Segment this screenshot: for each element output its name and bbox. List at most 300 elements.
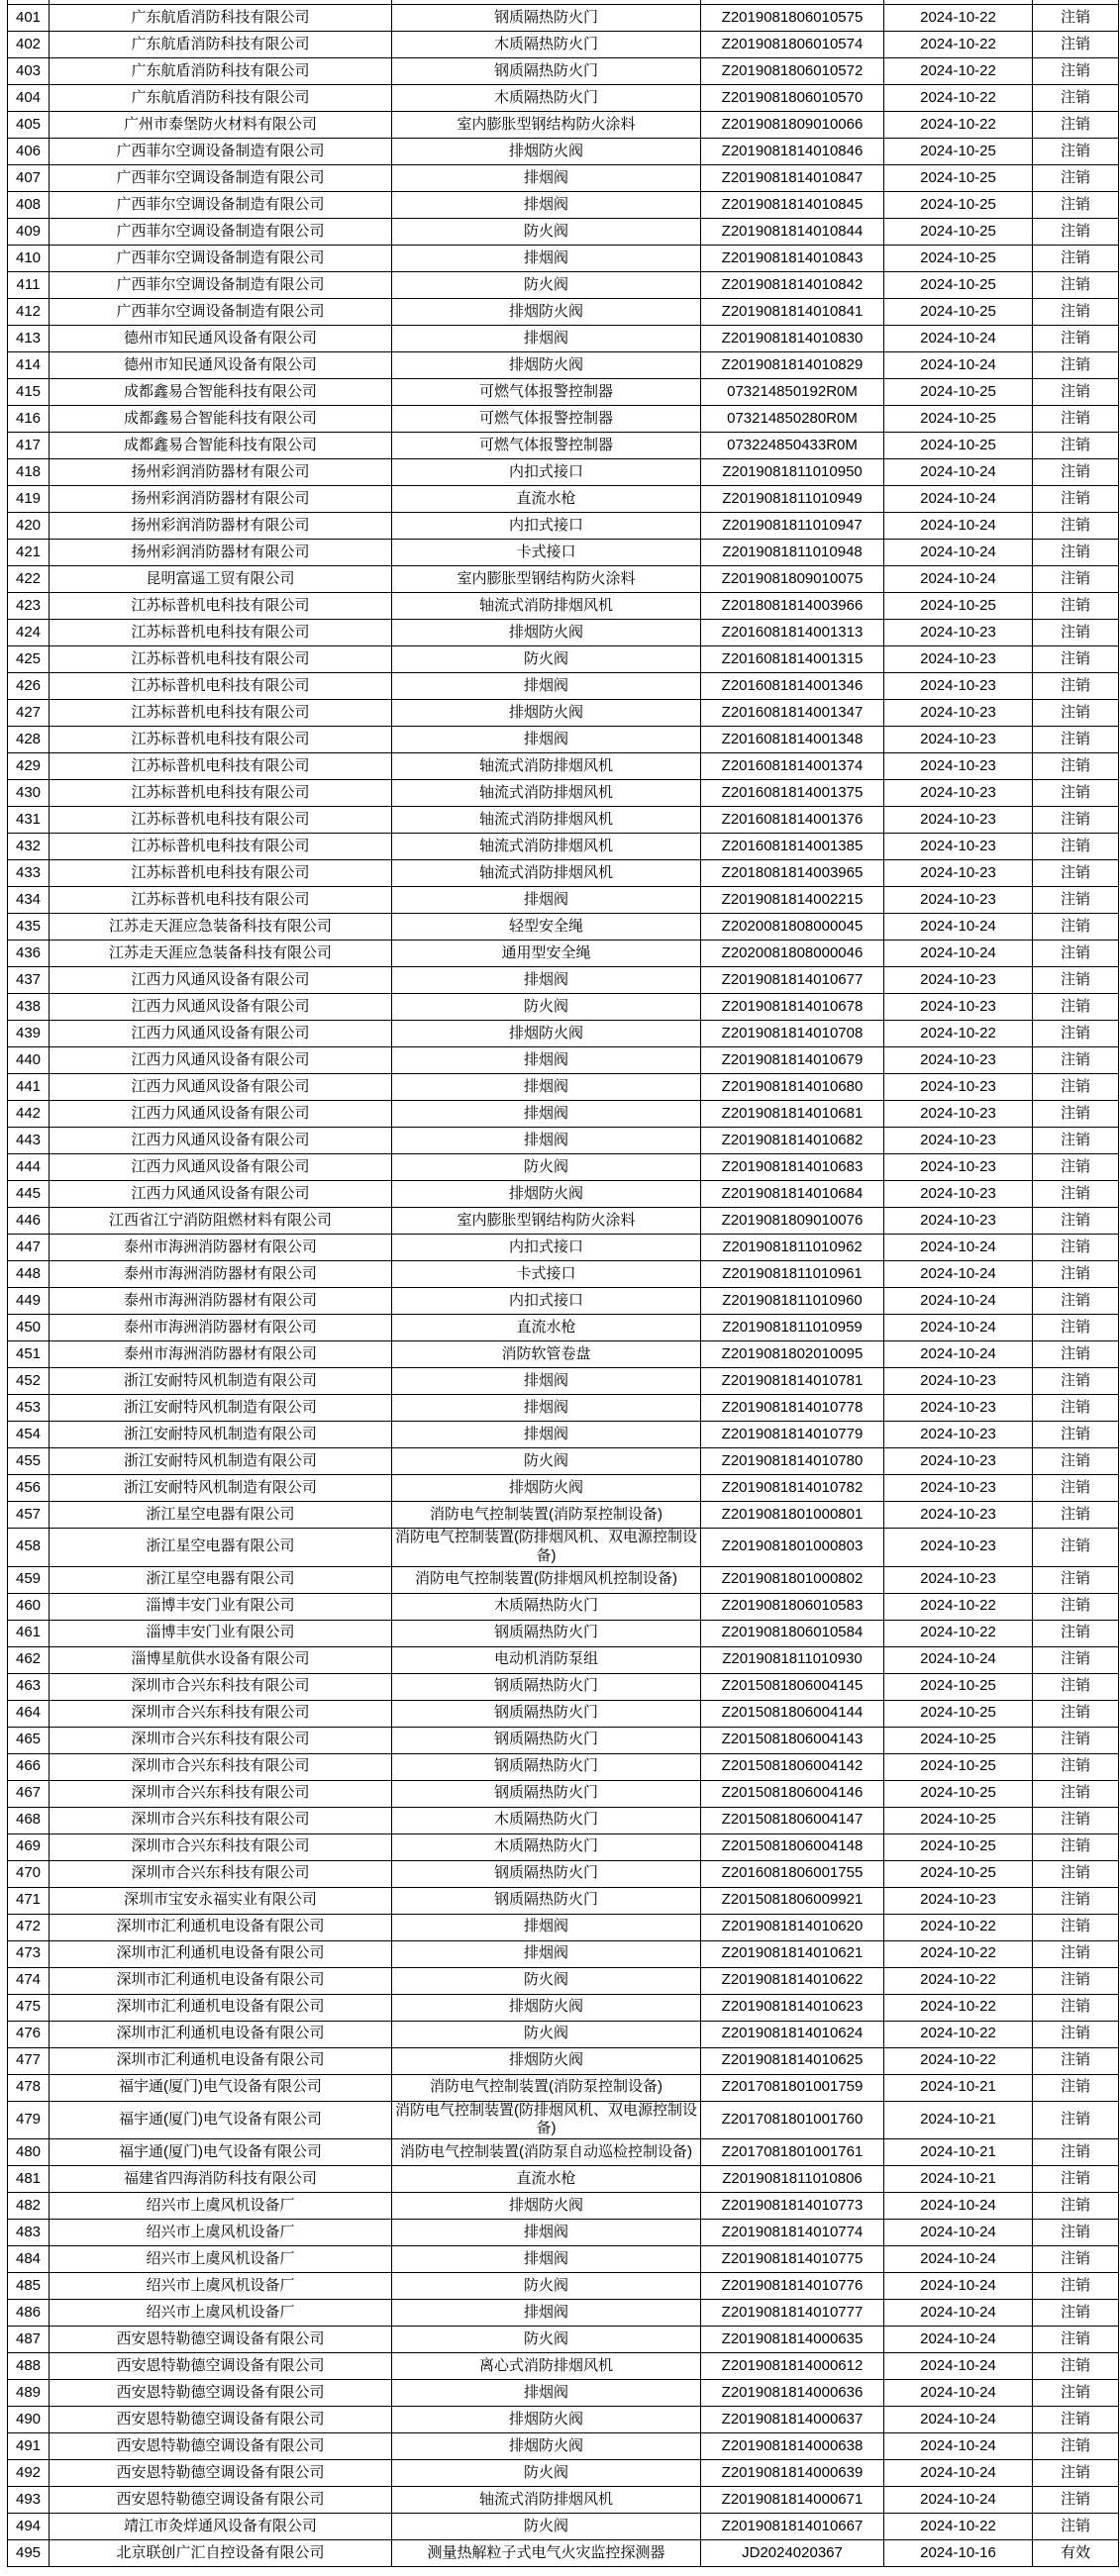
date-cell: 2024-10-25 xyxy=(884,1807,1033,1833)
product-cell: 离心式消防排烟风机 xyxy=(392,2353,701,2380)
date-cell: 2024-10-25 xyxy=(884,1833,1033,1860)
product-cell: 排烟阀 xyxy=(392,1128,701,1154)
row-number-cell: 428 xyxy=(8,727,50,753)
status-cell: 注销 xyxy=(1033,914,1119,941)
status-cell: 注销 xyxy=(1033,967,1119,994)
product-cell: 木质隔热防火门 xyxy=(392,32,701,58)
date-cell: 2024-10-23 xyxy=(884,1566,1033,1593)
row-number-cell: 464 xyxy=(8,1700,50,1727)
certificate-cell: Z2016081814001375 xyxy=(701,780,884,807)
date-cell: 2024-10-23 xyxy=(884,1368,1033,1395)
date-cell: 2024-10-25 xyxy=(884,1673,1033,1700)
row-number-cell: 473 xyxy=(8,1940,50,1967)
date-cell: 2024-10-24 xyxy=(884,2327,1033,2353)
table-row xyxy=(8,1422,1119,1448)
row-number-cell: 467 xyxy=(8,1780,50,1807)
company-cell: 淄博丰安门业有限公司 xyxy=(50,1620,392,1646)
row-number-cell: 470 xyxy=(8,1860,50,1887)
date-cell: 2024-10-23 xyxy=(884,994,1033,1021)
date-cell: 2024-10-24 xyxy=(884,459,1033,486)
table-row xyxy=(8,1727,1119,1753)
row-number-cell: 405 xyxy=(8,112,50,139)
company-cell: 浙江安耐特风机制造有限公司 xyxy=(50,1395,392,1422)
company-cell: 江苏标普机电科技有限公司 xyxy=(50,593,392,620)
row-number-cell: 441 xyxy=(8,1074,50,1101)
table-row xyxy=(8,1208,1119,1235)
date-cell: 2024-10-23 xyxy=(884,620,1033,646)
company-cell: 浙江星空电器有限公司 xyxy=(50,1566,392,1593)
status-cell: 注销 xyxy=(1033,2514,1119,2540)
product-cell: 消防电气控制装置(消防泵自动巡检控制设备) xyxy=(392,2139,701,2166)
row-number-cell: 475 xyxy=(8,1994,50,2021)
product-cell: 消防电气控制装置(防排烟风机控制设备) xyxy=(392,1566,701,1593)
row-number-cell: 430 xyxy=(8,780,50,807)
company-cell: 江西省江宁消防阻燃材料有限公司 xyxy=(50,1208,392,1235)
product-cell: 排烟阀 xyxy=(392,1422,701,1448)
date-cell: 2024-10-22 xyxy=(884,1994,1033,2021)
company-cell: 广东航盾消防科技有限公司 xyxy=(50,5,392,32)
status-cell: 注销 xyxy=(1033,1833,1119,1860)
company-cell: 成都鑫易合智能科技有限公司 xyxy=(50,379,392,406)
certificate-cell: Z2017081801001761 xyxy=(701,2139,884,2166)
product-cell: 卡式接口 xyxy=(392,540,701,566)
row-number-cell: 425 xyxy=(8,646,50,673)
product-cell: 排烟阀 xyxy=(392,2246,701,2273)
company-cell: 淄博丰安门业有限公司 xyxy=(50,1593,392,1620)
date-cell: 2024-10-24 xyxy=(884,513,1033,540)
product-cell: 排烟防火阀 xyxy=(392,1475,701,1502)
date-cell: 2024-10-24 xyxy=(884,2246,1033,2273)
row-number-cell: 487 xyxy=(8,2327,50,2353)
status-cell: 注销 xyxy=(1033,192,1119,219)
row-number-cell: 415 xyxy=(8,379,50,406)
certificate-cell: Z2015081806004143 xyxy=(701,1727,884,1753)
table-row xyxy=(8,2021,1119,2047)
table-row xyxy=(8,1940,1119,1967)
product-cell: 内扣式接口 xyxy=(392,1288,701,1315)
table-row xyxy=(8,2166,1119,2193)
status-cell: 注销 xyxy=(1033,32,1119,58)
product-cell: 钢质隔热防火门 xyxy=(392,1780,701,1807)
product-cell: 排烟防火阀 xyxy=(392,352,701,379)
company-cell: 扬州彩润消防器材有限公司 xyxy=(50,540,392,566)
status-cell: 注销 xyxy=(1033,85,1119,112)
row-number-cell: 433 xyxy=(8,860,50,887)
status-cell: 注销 xyxy=(1033,2246,1119,2273)
product-cell: 排烟阀 xyxy=(392,1368,701,1395)
company-cell: 江西力风通风设备有限公司 xyxy=(50,967,392,994)
certificate-cell: Z2016081814001348 xyxy=(701,727,884,753)
date-cell: 2024-10-23 xyxy=(884,834,1033,860)
company-cell: 浙江安耐特风机制造有限公司 xyxy=(50,1475,392,1502)
status-cell: 注销 xyxy=(1033,2460,1119,2487)
company-cell: 福宇通(厦门)电气设备有限公司 xyxy=(50,2101,392,2139)
date-cell: 2024-10-23 xyxy=(884,1395,1033,1422)
product-cell: 排烟阀 xyxy=(392,192,701,219)
certificate-cell: Z2019081814010842 xyxy=(701,272,884,299)
certificate-cell: Z2019081809010076 xyxy=(701,1208,884,1235)
certificate-cell: Z2019081814010780 xyxy=(701,1448,884,1475)
date-cell: 2024-10-24 xyxy=(884,2193,1033,2220)
table-row xyxy=(8,967,1119,994)
date-cell: 2024-10-25 xyxy=(884,299,1033,326)
row-number-cell: 413 xyxy=(8,326,50,352)
company-cell: 德州市知民通风设备有限公司 xyxy=(50,352,392,379)
row-number-cell: 440 xyxy=(8,1047,50,1074)
company-cell: 江苏标普机电科技有限公司 xyxy=(50,620,392,646)
table-row xyxy=(8,1502,1119,1529)
status-cell: 注销 xyxy=(1033,1368,1119,1395)
status-cell: 注销 xyxy=(1033,1475,1119,1502)
company-cell: 浙江星空电器有限公司 xyxy=(50,1529,392,1567)
table-row xyxy=(8,1341,1119,1368)
row-number-cell: 460 xyxy=(8,1593,50,1620)
table-row xyxy=(8,2246,1119,2273)
company-cell: 江西力风通风设备有限公司 xyxy=(50,1154,392,1181)
product-cell: 消防电气控制装置(消防泵控制设备) xyxy=(392,1502,701,1529)
date-cell: 2024-10-21 xyxy=(884,2166,1033,2193)
company-cell: 靖江市灸烊通风设备有限公司 xyxy=(50,2514,392,2540)
certificate-cell: Z2019081814000638 xyxy=(701,2433,884,2460)
company-cell: 广东航盾消防科技有限公司 xyxy=(50,85,392,112)
table-row xyxy=(8,1448,1119,1475)
row-number-cell: 462 xyxy=(8,1646,50,1673)
table-row xyxy=(8,727,1119,753)
status-cell: 注销 xyxy=(1033,1700,1119,1727)
date-cell: 2024-10-25 xyxy=(884,1860,1033,1887)
certificate-cell: Z2019081801000803 xyxy=(701,1529,884,1567)
certificate-cell: Z2015081806004142 xyxy=(701,1753,884,1780)
date-cell: 2024-10-23 xyxy=(884,1128,1033,1154)
certificate-cell: Z2019081814000637 xyxy=(701,2407,884,2433)
product-cell: 轴流式消防排烟风机 xyxy=(392,860,701,887)
table-row xyxy=(8,2514,1119,2540)
date-cell: 2024-10-21 xyxy=(884,2101,1033,2139)
status-cell: 注销 xyxy=(1033,2353,1119,2380)
table-row xyxy=(8,593,1119,620)
table-row xyxy=(8,2139,1119,2166)
status-cell: 注销 xyxy=(1033,1261,1119,1288)
row-number-cell: 485 xyxy=(8,2273,50,2300)
status-cell: 注销 xyxy=(1033,219,1119,246)
status-cell: 注销 xyxy=(1033,1448,1119,1475)
row-number-cell: 446 xyxy=(8,1208,50,1235)
table-row xyxy=(8,941,1119,967)
company-cell: 江苏标普机电科技有限公司 xyxy=(50,780,392,807)
table-row xyxy=(8,1395,1119,1422)
certificate-cell: Z2019081814010681 xyxy=(701,1101,884,1128)
date-cell: 2024-10-25 xyxy=(884,433,1033,459)
status-cell: 注销 xyxy=(1033,139,1119,165)
date-cell: 2024-10-25 xyxy=(884,1727,1033,1753)
certificate-cell: Z2019081814010779 xyxy=(701,1422,884,1448)
status-cell: 注销 xyxy=(1033,299,1119,326)
table-row xyxy=(8,1101,1119,1128)
certificate-cell: Z2019081814010844 xyxy=(701,219,884,246)
company-cell: 浙江安耐特风机制造有限公司 xyxy=(50,1448,392,1475)
table-row xyxy=(8,834,1119,860)
row-number-cell: 434 xyxy=(8,887,50,914)
certificate-cell: 073224850433R0M xyxy=(701,433,884,459)
table-row xyxy=(8,2273,1119,2300)
status-cell: 注销 xyxy=(1033,646,1119,673)
company-cell: 江苏标普机电科技有限公司 xyxy=(50,646,392,673)
certificate-cell: Z2019081814010620 xyxy=(701,1914,884,1940)
certificate-cell: 073214850192R0M xyxy=(701,379,884,406)
certificate-cell: Z2019081801000801 xyxy=(701,1502,884,1529)
certificate-table xyxy=(7,0,1119,2567)
row-number-cell: 411 xyxy=(8,272,50,299)
product-cell: 排烟防火阀 xyxy=(392,2047,701,2074)
date-cell: 2024-10-22 xyxy=(884,1021,1033,1047)
table-row xyxy=(8,1315,1119,1341)
certificate-cell: JD2024020367 xyxy=(701,2540,884,2567)
date-cell: 2024-10-23 xyxy=(884,1887,1033,1914)
company-cell: 深圳市汇利通机电设备有限公司 xyxy=(50,1914,392,1940)
table-row xyxy=(8,1288,1119,1315)
certificate-cell: Z2019081814010667 xyxy=(701,2514,884,2540)
company-cell: 福建省四海消防科技有限公司 xyxy=(50,2166,392,2193)
status-cell: 注销 xyxy=(1033,1753,1119,1780)
table-row xyxy=(8,1887,1119,1914)
row-number-cell: 407 xyxy=(8,165,50,192)
date-cell: 2024-10-22 xyxy=(884,2047,1033,2074)
company-cell: 深圳市合兴东科技有限公司 xyxy=(50,1833,392,1860)
product-cell: 排烟阀 xyxy=(392,165,701,192)
company-cell: 深圳市合兴东科技有限公司 xyxy=(50,1673,392,1700)
row-number-cell: 476 xyxy=(8,2021,50,2047)
certificate-cell: Z2019081814010622 xyxy=(701,1967,884,1994)
table-row xyxy=(8,2074,1119,2101)
certificate-cell: Z2019081806010574 xyxy=(701,32,884,58)
date-cell: 2024-10-22 xyxy=(884,1967,1033,1994)
certificate-cell: Z2019081814010778 xyxy=(701,1395,884,1422)
table-row xyxy=(8,2460,1119,2487)
row-number-cell: 408 xyxy=(8,192,50,219)
row-number-cell: 419 xyxy=(8,486,50,513)
row-number-cell: 409 xyxy=(8,219,50,246)
date-cell: 2024-10-23 xyxy=(884,807,1033,834)
date-cell: 2024-10-24 xyxy=(884,1315,1033,1341)
company-cell: 广西菲尔空调设备制造有限公司 xyxy=(50,192,392,219)
row-number-cell: 483 xyxy=(8,2220,50,2246)
status-cell: 注销 xyxy=(1033,2433,1119,2460)
certificate-cell: Z2019081806010575 xyxy=(701,5,884,32)
table-row xyxy=(8,513,1119,540)
product-cell: 排烟防火阀 xyxy=(392,1994,701,2021)
product-cell: 内扣式接口 xyxy=(392,513,701,540)
company-cell: 深圳市合兴东科技有限公司 xyxy=(50,1780,392,1807)
row-number-cell: 422 xyxy=(8,566,50,593)
status-cell: 注销 xyxy=(1033,326,1119,352)
row-number-cell: 412 xyxy=(8,299,50,326)
row-number-cell: 427 xyxy=(8,700,50,727)
certificate-cell: Z2019081814000635 xyxy=(701,2327,884,2353)
status-cell: 注销 xyxy=(1033,112,1119,139)
company-cell: 西安恩特勒德空调设备有限公司 xyxy=(50,2353,392,2380)
table-row xyxy=(8,58,1119,85)
row-number-cell: 423 xyxy=(8,593,50,620)
row-number-cell: 457 xyxy=(8,1502,50,1529)
status-cell: 注销 xyxy=(1033,433,1119,459)
product-cell: 防火阀 xyxy=(392,219,701,246)
row-number-cell: 484 xyxy=(8,2246,50,2273)
company-cell: 淄博星航供水设备有限公司 xyxy=(50,1646,392,1673)
table-row xyxy=(8,32,1119,58)
date-cell: 2024-10-23 xyxy=(884,887,1033,914)
status-cell: 注销 xyxy=(1033,272,1119,299)
status-cell: 注销 xyxy=(1033,1101,1119,1128)
status-cell: 注销 xyxy=(1033,1235,1119,1261)
status-cell: 注销 xyxy=(1033,1646,1119,1673)
product-cell: 轴流式消防排烟风机 xyxy=(392,753,701,780)
company-cell: 江西力风通风设备有限公司 xyxy=(50,1181,392,1208)
table-row xyxy=(8,1860,1119,1887)
date-cell: 2024-10-22 xyxy=(884,1914,1033,1940)
product-cell: 内扣式接口 xyxy=(392,1235,701,1261)
date-cell: 2024-10-23 xyxy=(884,673,1033,700)
product-cell: 木质隔热防火门 xyxy=(392,1807,701,1833)
date-cell: 2024-10-25 xyxy=(884,165,1033,192)
certificate-cell: Z2019081814010708 xyxy=(701,1021,884,1047)
status-cell: 注销 xyxy=(1033,1566,1119,1593)
certificate-cell: Z2015081806009921 xyxy=(701,1887,884,1914)
product-cell: 轴流式消防排烟风机 xyxy=(392,2487,701,2514)
table-row xyxy=(8,486,1119,513)
table-row xyxy=(8,1128,1119,1154)
company-cell: 江苏标普机电科技有限公司 xyxy=(50,673,392,700)
status-cell: 注销 xyxy=(1033,807,1119,834)
table-row xyxy=(8,860,1119,887)
product-cell: 钢质隔热防火门 xyxy=(392,1700,701,1727)
date-cell: 2024-10-24 xyxy=(884,2273,1033,2300)
table-row xyxy=(8,1967,1119,1994)
status-cell: 注销 xyxy=(1033,246,1119,272)
company-cell: 浙江安耐特风机制造有限公司 xyxy=(50,1368,392,1395)
certificate-cell: Z2019081814010829 xyxy=(701,352,884,379)
company-cell: 福宇通(厦门)电气设备有限公司 xyxy=(50,2074,392,2101)
date-cell: 2024-10-25 xyxy=(884,379,1033,406)
date-cell: 2024-10-24 xyxy=(884,352,1033,379)
company-cell: 昆明富遥工贸有限公司 xyxy=(50,566,392,593)
table-row xyxy=(8,2327,1119,2353)
certificate-cell: Z2020081808000045 xyxy=(701,914,884,941)
product-cell: 消防电气控制装置(防排烟风机、双电源控制设备) xyxy=(392,2101,701,2139)
table-row xyxy=(8,700,1119,727)
status-cell: 注销 xyxy=(1033,1593,1119,1620)
product-cell: 直流水枪 xyxy=(392,486,701,513)
company-cell: 广西菲尔空调设备制造有限公司 xyxy=(50,165,392,192)
certificate-cell: Z2017081801001760 xyxy=(701,2101,884,2139)
company-cell: 深圳市合兴东科技有限公司 xyxy=(50,1700,392,1727)
date-cell: 2024-10-23 xyxy=(884,727,1033,753)
table-row xyxy=(8,2407,1119,2433)
table-row xyxy=(8,219,1119,246)
table-row xyxy=(8,1780,1119,1807)
table-row xyxy=(8,433,1119,459)
certificate-cell: Z2019081814010682 xyxy=(701,1128,884,1154)
date-cell: 2024-10-16 xyxy=(884,2540,1033,2567)
product-cell: 防火阀 xyxy=(392,1154,701,1181)
row-number-cell: 416 xyxy=(8,406,50,433)
company-cell: 浙江星空电器有限公司 xyxy=(50,1502,392,1529)
company-cell: 广西菲尔空调设备制造有限公司 xyxy=(50,246,392,272)
certificate-cell: Z2019081806010570 xyxy=(701,85,884,112)
company-cell: 成都鑫易合智能科技有限公司 xyxy=(50,433,392,459)
row-number-cell: 431 xyxy=(8,807,50,834)
table-row xyxy=(8,2540,1119,2567)
row-number-cell: 471 xyxy=(8,1887,50,1914)
status-cell: 注销 xyxy=(1033,1128,1119,1154)
company-cell: 深圳市汇利通机电设备有限公司 xyxy=(50,1994,392,2021)
product-cell: 排烟阀 xyxy=(392,326,701,352)
certificate-cell: Z2019081814010678 xyxy=(701,994,884,1021)
date-cell: 2024-10-25 xyxy=(884,272,1033,299)
product-cell: 钢质隔热防火门 xyxy=(392,58,701,85)
row-number-cell: 445 xyxy=(8,1181,50,1208)
table-row xyxy=(8,1914,1119,1940)
table-row xyxy=(8,646,1119,673)
certificate-cell: Z2019081809010066 xyxy=(701,112,884,139)
status-cell: 注销 xyxy=(1033,834,1119,860)
certificate-cell: Z2019081814010621 xyxy=(701,1940,884,1967)
certificate-cell: Z2019081811010961 xyxy=(701,1261,884,1288)
date-cell: 2024-10-23 xyxy=(884,780,1033,807)
status-cell: 注销 xyxy=(1033,1315,1119,1341)
row-number-cell: 493 xyxy=(8,2487,50,2514)
table-row xyxy=(8,406,1119,433)
row-number-cell: 455 xyxy=(8,1448,50,1475)
product-cell: 排烟阀 xyxy=(392,1047,701,1074)
company-cell: 深圳市合兴东科技有限公司 xyxy=(50,1753,392,1780)
date-cell: 2024-10-25 xyxy=(884,246,1033,272)
row-number-cell: 468 xyxy=(8,1807,50,1833)
certificate-cell: Z2016081814001376 xyxy=(701,807,884,834)
date-cell: 2024-10-24 xyxy=(884,2353,1033,2380)
date-cell: 2024-10-21 xyxy=(884,2139,1033,2166)
certificate-cell: Z2019081809010075 xyxy=(701,566,884,593)
certificate-cell: Z2019081802010095 xyxy=(701,1341,884,1368)
company-cell: 绍兴市上虞风机设备厂 xyxy=(50,2246,392,2273)
table-row xyxy=(8,165,1119,192)
certificate-table-body xyxy=(8,0,1119,2567)
table-row xyxy=(8,2047,1119,2074)
date-cell: 2024-10-25 xyxy=(884,139,1033,165)
table-row xyxy=(8,326,1119,352)
row-number-cell: 439 xyxy=(8,1021,50,1047)
status-cell: 注销 xyxy=(1033,620,1119,646)
product-cell: 排烟阀 xyxy=(392,2300,701,2327)
table-row xyxy=(8,1994,1119,2021)
date-cell: 2024-10-21 xyxy=(884,2074,1033,2101)
row-number-cell: 436 xyxy=(8,941,50,967)
certificate-cell: Z2019081814010624 xyxy=(701,2021,884,2047)
product-cell: 可燃气体报警控制器 xyxy=(392,379,701,406)
certificate-cell: Z2019081811010930 xyxy=(701,1646,884,1673)
company-cell: 江苏走天涯应急装备科技有限公司 xyxy=(50,941,392,967)
certificate-cell: Z2019081814010782 xyxy=(701,1475,884,1502)
status-cell: 注销 xyxy=(1033,673,1119,700)
company-cell: 广西菲尔空调设备制造有限公司 xyxy=(50,139,392,165)
certificate-cell: Z2019081814000639 xyxy=(701,2460,884,2487)
status-cell: 注销 xyxy=(1033,2074,1119,2101)
date-cell: 2024-10-25 xyxy=(884,1780,1033,1807)
certificate-cell: Z2018081814003965 xyxy=(701,860,884,887)
row-number-cell: 465 xyxy=(8,1727,50,1753)
certificate-cell: Z2019081811010949 xyxy=(701,486,884,513)
row-number-cell: 449 xyxy=(8,1288,50,1315)
company-cell: 深圳市合兴东科技有限公司 xyxy=(50,1727,392,1753)
